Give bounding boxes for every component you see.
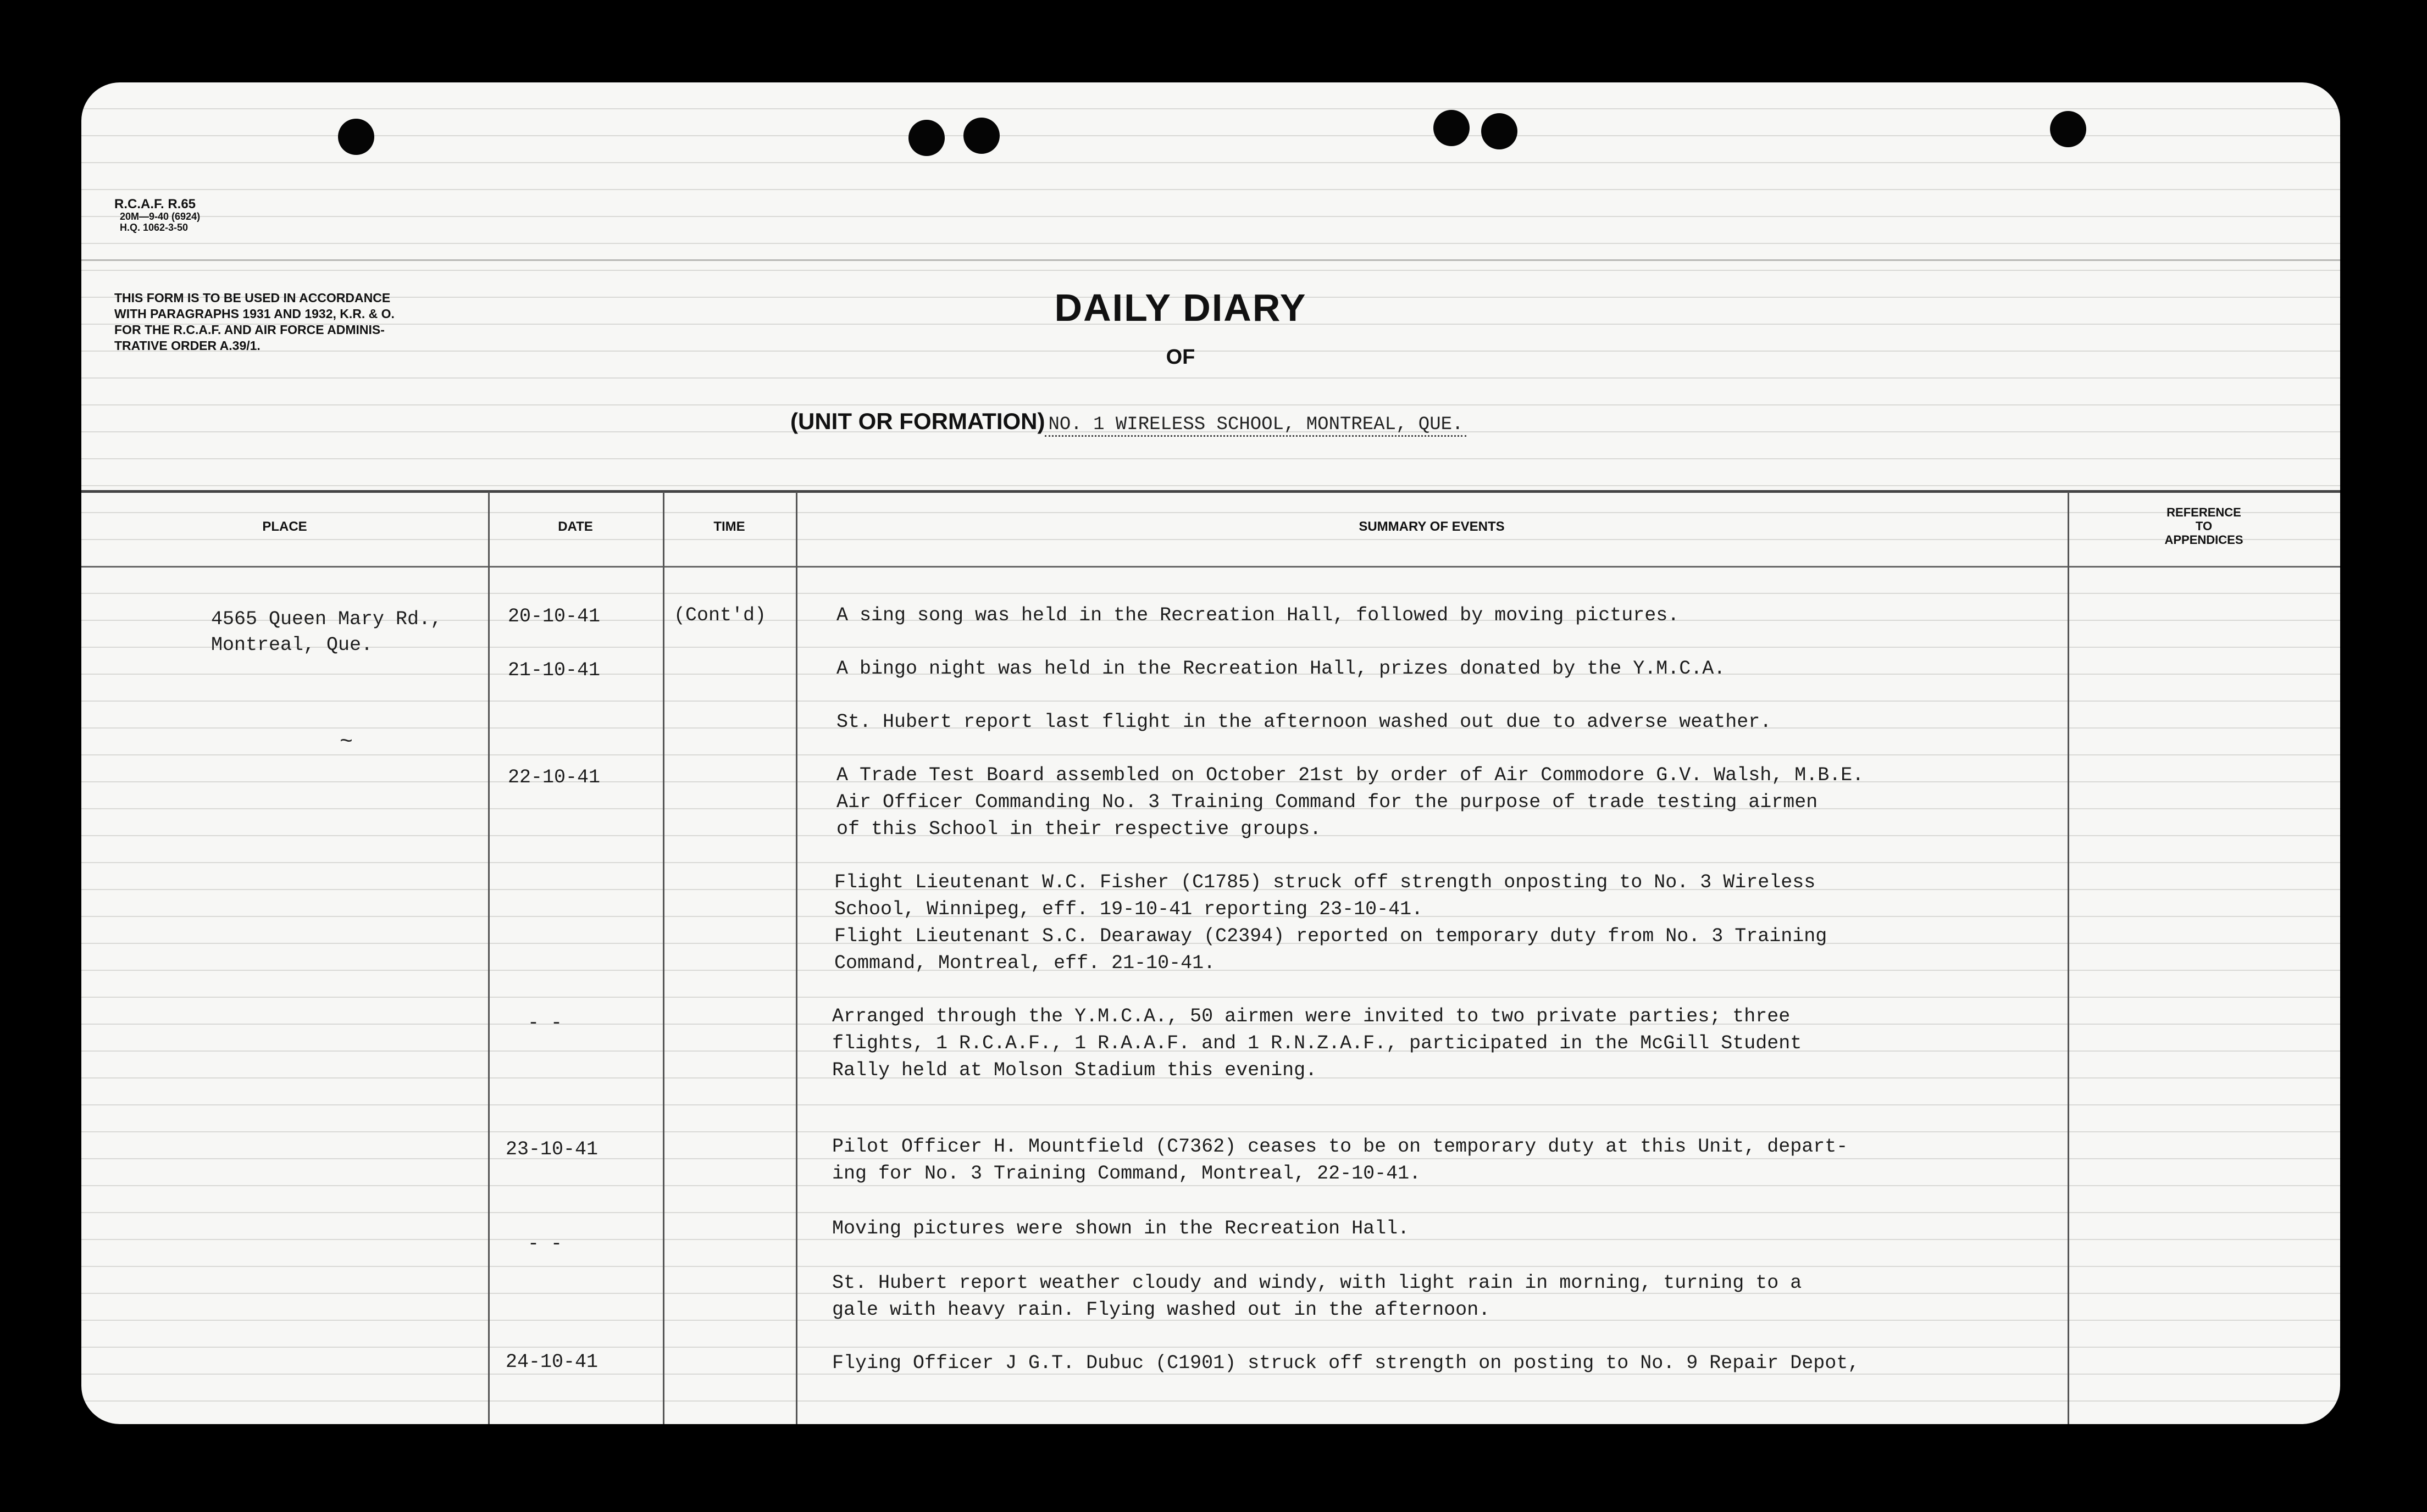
entry-date: 20-10-41 [508, 605, 601, 627]
binder-hole [963, 118, 1000, 154]
place-text: Montreal, Que. [211, 634, 373, 656]
column-divider [796, 492, 797, 1424]
instruction-line: FOR THE R.C.A.F. AND AIR FORCE ADMINIS- [114, 323, 385, 337]
column-header-place: PLACE [262, 519, 307, 534]
column-divider [2068, 492, 2069, 1424]
column-divider [663, 492, 664, 1424]
summary-line: A bingo night was held in the Recreation Hall, prizes donated by the Y.M.C.A. [836, 658, 1726, 680]
instruction-line: TRATIVE ORDER A.39/1. [114, 338, 261, 353]
column-header-summary: SUMMARY OF EVENTS [1359, 519, 1505, 534]
column-header-date: DATE [558, 519, 593, 534]
summary-line: Flight Lieutenant W.C. Fisher (C1785) struck off strength onposting to No. 3 Wireless [834, 871, 1816, 893]
column-header-reference: REFERENCE TO APPENDICES [2164, 505, 2243, 547]
summary-line: Air Officer Commanding No. 3 Training Command for the purpose of trade testing airmen [836, 791, 1818, 813]
unit-label: (UNIT OR FORMATION) [790, 408, 1045, 434]
pen-mark: ~ [340, 730, 353, 755]
entry-date: 24-10-41 [506, 1351, 599, 1373]
entry-time: (Cont'd) [674, 604, 767, 626]
summary-line: A sing song was held in the Recreation Hall, followed by moving pictures. [836, 604, 1680, 626]
column-divider [488, 492, 490, 1424]
summary-line: Command, Montreal, eff. 21-10-41. [834, 952, 1216, 974]
form-instructions [114, 290, 532, 354]
summary-line: ing for No. 3 Training Command, Montreal, 22-10-41. [832, 1163, 1421, 1185]
diary-card [81, 82, 2340, 1424]
summary-line: Pilot Officer H. Mountfield (C7362) ceases to be on temporary duty at this Unit, depart- [832, 1136, 1848, 1158]
binder-hole [1481, 113, 1517, 149]
summary-line: flights, 1 R.C.A.F., 1 R.A.A.F. and 1 R.N.Z.A.F., participated in the McGill Student [832, 1032, 1802, 1054]
header-rule [81, 259, 2340, 261]
ditto-mark: - - [528, 1233, 563, 1255]
entry-date: 23-10-41 [506, 1138, 599, 1160]
unit-row [790, 408, 1466, 438]
column-header-time: TIME [713, 519, 745, 534]
binder-hole [908, 120, 945, 156]
form-number: R.C.A.F. R.65 [114, 197, 196, 212]
print-line: 20M—9-40 (6924) [120, 211, 201, 222]
summary-line: A Trade Test Board assembled on October 21st by order of Air Commodore G.V. Walsh, M.B.E. [836, 764, 1864, 786]
of-label: OF [1166, 346, 1195, 369]
instruction-line: THIS FORM IS TO BE USED IN ACCORDANCE [114, 291, 391, 305]
binder-hole [1433, 110, 1470, 146]
summary-line: Flying Officer J G.T. Dubuc (C1901) struck off strength on posting to No. 9 Repair Depot, [832, 1352, 1860, 1374]
summary-line: School, Winnipeg, eff. 19-10-41 reporting 23-10-41. [834, 898, 1423, 920]
place-text: 4565 Queen Mary Rd., [211, 608, 442, 630]
entry-date: 21-10-41 [508, 659, 601, 681]
summary-line: gale with heavy rain. Flying washed out in the afternoon. [832, 1299, 1490, 1321]
summary-line: St. Hubert report last flight in the afternoon washed out due to adverse weather. [836, 711, 1772, 733]
entry-date: 22-10-41 [508, 766, 601, 788]
summary-line: St. Hubert report weather cloudy and windy, with light rain in morning, turning to a [832, 1272, 1802, 1294]
instruction-line: WITH PARAGRAPHS 1931 AND 1932, K.R. & O. [114, 307, 395, 321]
binder-hole [2050, 111, 2086, 147]
table-top-rule [81, 490, 2340, 493]
page-title: DAILY DIARY [1054, 286, 1307, 329]
summary-line: Moving pictures were shown in the Recreation Hall. [832, 1218, 1410, 1239]
summary-line: Flight Lieutenant S.C. Dearaway (C2394) reported on temporary duty from No. 3 Training [834, 925, 1827, 947]
form-code [114, 198, 200, 233]
binder-hole [338, 119, 374, 155]
summary-line: of this School in their respective groups. [836, 818, 1322, 840]
ditto-mark: - - [528, 1012, 563, 1034]
unit-value: NO. 1 WIRELESS SCHOOL, MONTREAL, QUE. [1045, 414, 1466, 437]
summary-line: Rally held at Molson Stadium this evening. [832, 1059, 1317, 1081]
summary-line: Arranged through the Y.M.C.A., 50 airmen were invited to two private parties; three [832, 1005, 1791, 1027]
print-line: H.Q. 1062-3-50 [120, 222, 189, 233]
table-head-rule [81, 566, 2340, 568]
